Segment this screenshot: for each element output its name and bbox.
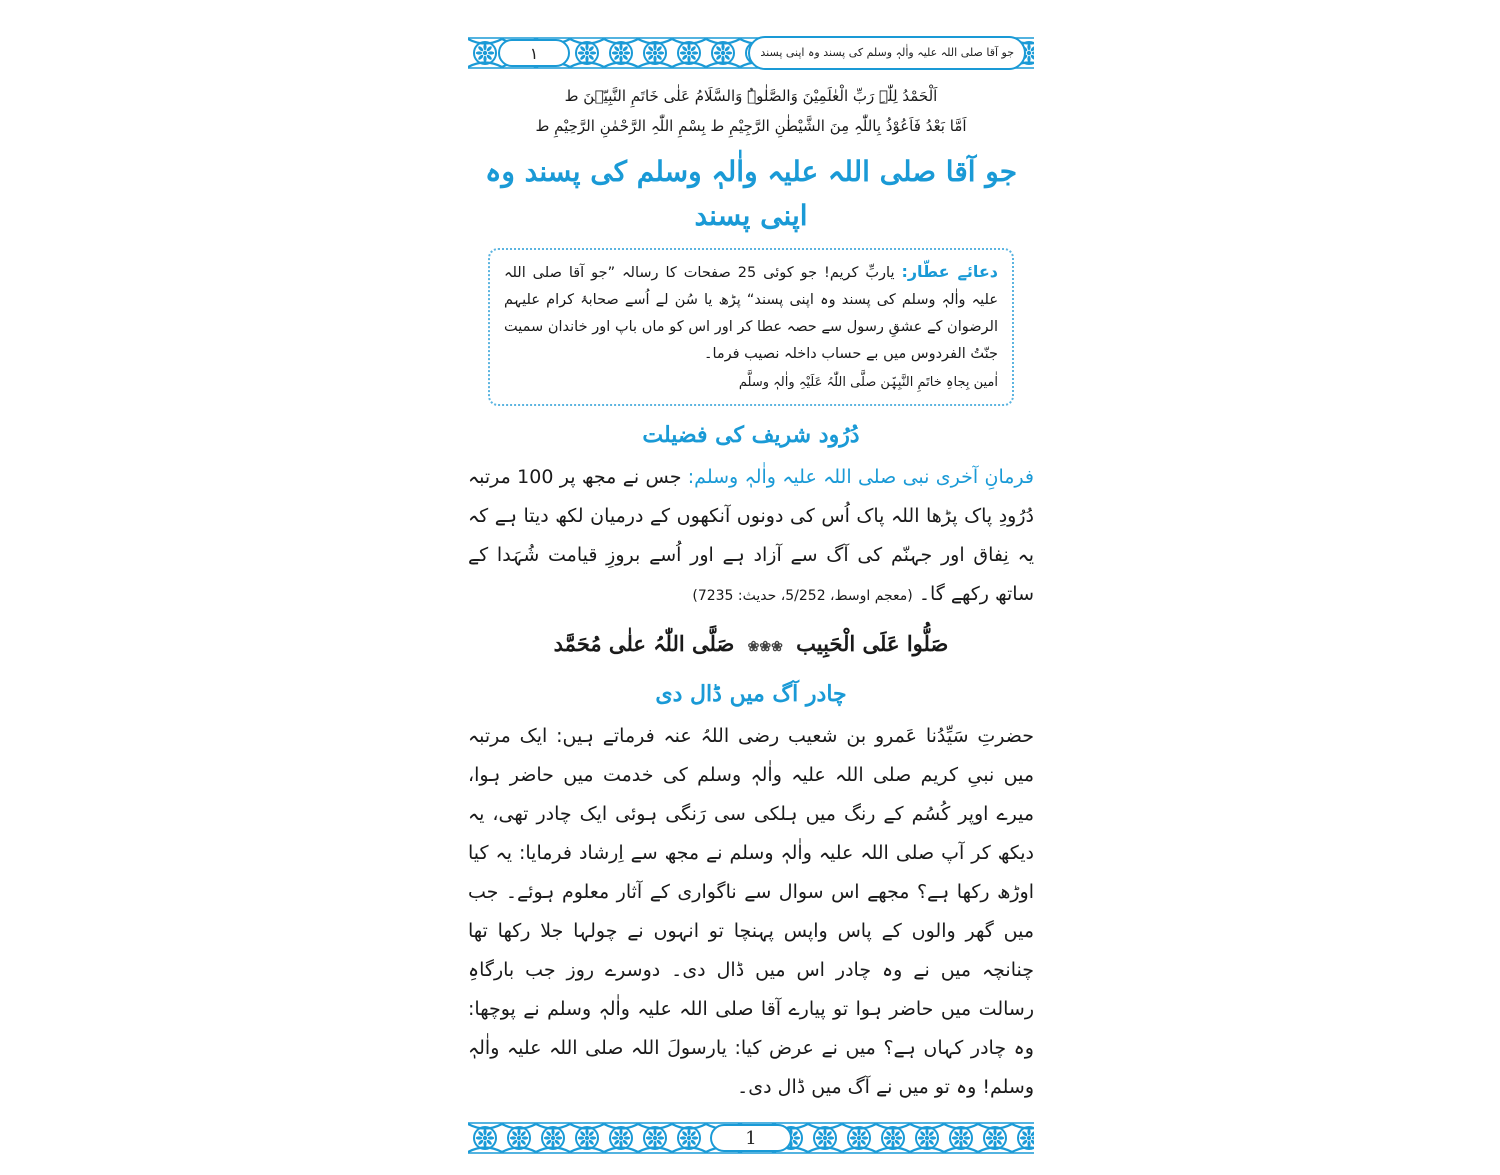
flower-ornament-icon: ❀❀❀ xyxy=(747,639,783,655)
ornament-tile xyxy=(672,1124,706,1152)
ornament-tile xyxy=(502,1124,536,1152)
ornament-tile xyxy=(604,1124,638,1152)
salawat-line xyxy=(468,626,1034,665)
section-heading-chadar: چادر آگ میں ڈال دی xyxy=(655,681,847,707)
salawat-right: صَلَّی اللّٰہُ علٰی مُحَمَّد xyxy=(553,631,735,656)
doxology-block xyxy=(498,82,1004,140)
hadith-citation: (معجم اوسط، 5/252، حدیث: 7235) xyxy=(692,588,913,604)
ornament-tile xyxy=(672,39,706,67)
header-ornament-band xyxy=(468,36,1034,70)
section-heading-durood: دُرُود شریف کی فضیلت xyxy=(642,422,860,448)
ornament-tile xyxy=(944,1124,978,1152)
doxology-line-1: اَلْحَمْدُ لِلّٰہِ رَبِّ الْعٰلَمِیْنَ وَالصَّلٰوۃُ وَالسَّلَامُ عَلٰی خَاتَمِ النَّبِیّٖنَ ط xyxy=(564,87,938,105)
doxology-line-2: اَمَّا بَعْدُ فَاَعُوْذُ بِاللّٰہِ مِنَ الشَّیْطٰنِ الرَّجِیْمِ ط بِسْمِ اللّٰہِ الرَّحْمٰنِ الرَّحِیْمِ ط xyxy=(535,117,967,135)
ornament-tile xyxy=(536,1124,570,1152)
header-running-title: جو آقا صلی اللہ علیہ واٰلہٖ وسلم کی پسند وہ اپنی پسند xyxy=(748,36,1026,70)
ornament-tile xyxy=(604,39,638,67)
ornament-tile xyxy=(638,39,672,67)
ornament-tile xyxy=(978,1124,1012,1152)
dua-label: دعائے عطّار: xyxy=(901,262,999,281)
header-page-number: ١ xyxy=(498,39,570,67)
ornament-tile xyxy=(468,39,502,67)
ornament-tile xyxy=(570,39,604,67)
salawat-left: صَلُّوا عَلَی الْحَبِیب xyxy=(796,631,949,656)
dua-amen: اٰمین بِجاہِ خاتَمِ النَّبِیّٖن صلَّی اللّٰہُ عَلَیْہِ واٰلہٖ وسلَّم xyxy=(738,375,998,390)
ornament-tile xyxy=(808,1124,842,1152)
ornament-tile xyxy=(706,39,740,67)
footer-page-number: 1 xyxy=(710,1124,792,1152)
footer-ornament-band xyxy=(468,1121,1034,1155)
durood-paragraph xyxy=(468,458,1034,616)
chadar-text: حضرتِ سَیِّدُنا عَمرو بن شعیب رضی اللہُ عنہ فرماتے ہیں: ایک مرتبہ میں نبیِ کریم صلی اللہ علیہ واٰلہٖ وسلم کی خدمت میں حاضر ہوا، میرے اوپر کُسُم کے رنگ میں ہلکی سی رَنگی ہوئی ایک چادر تھی، یہ دیکھ کر آپ صلی اللہ علیہ واٰلہٖ وسلم نے مجھ سے اِرشاد فرمایا: یہ کیا اوڑھ رکھا ہے؟ مجھے اس سوال سے ناگواری کے آثار معلوم ہوئے۔ جب میں گھر والوں کے پاس واپس پہنچا تو انہوں نے چولہا جلا رکھا تھا چنانچہ میں نے وہ چادر اس میں ڈال دی۔ دوسرے روز جب بارگاہِ رسالت میں حاضر ہوا تو پیارے آقا صلی اللہ علیہ واٰلہٖ وسلم نے پوچھا: وہ چادر کہاں ہے؟ میں نے عرض کیا: یارسولَ اللہ صلی اللہ علیہ واٰلہٖ وسلم! وہ تو میں نے آگ میں ڈال دی۔ xyxy=(468,725,1034,1098)
ornament-tile xyxy=(570,1124,604,1152)
ornament-tile xyxy=(876,1124,910,1152)
document-page xyxy=(468,0,1034,1175)
dua-paragraph xyxy=(504,258,998,368)
dua-text: یاربِّ کریم! جو کوئی 25 صفحات کا رسالہ ”جو آقا صلی اللہ علیہ واٰلہٖ وسلم کی پسند وہ اپنی پسند“ پڑھ یا سُن لے اُسے صحابۂ کرام علیہم الرضوان کے عشقِ رسول سے حصہ عطا کر اور اس کو ماں باپ اور خاندان سمیت جنّتُ الفردوس میں بے حساب داخلہ نصیب فرما۔ xyxy=(504,265,998,362)
farman-text: جس نے مجھ پر 100 مرتبہ دُرُودِ پاک پڑھا اللہ پاک اُس کی دونوں آنکھوں کے درمیان لکھ دیتا ہے کہ یہ نِفاق اور جہنّم کی آگ سے آزاد ہے اور اُسے بروزِ قیامت شُہَدا کے ساتھ رکھے گا۔ xyxy=(468,466,1034,605)
ornament-tile xyxy=(1012,1124,1034,1152)
ornament-tile xyxy=(842,1124,876,1152)
page-title: جو آقا صلی اللہ علیہ واٰلہٖ وسلم کی پسند وہ اپنی پسند xyxy=(484,155,1018,232)
ornament-tile xyxy=(910,1124,944,1152)
ornament-tile xyxy=(468,1124,502,1152)
chadar-paragraph xyxy=(468,717,1034,1107)
farman-label: فرمانِ آخری نبی صلی اللہ علیہ واٰلہٖ وسلم: xyxy=(687,466,1034,488)
ornament-tile xyxy=(638,1124,672,1152)
dua-box xyxy=(488,248,1014,406)
